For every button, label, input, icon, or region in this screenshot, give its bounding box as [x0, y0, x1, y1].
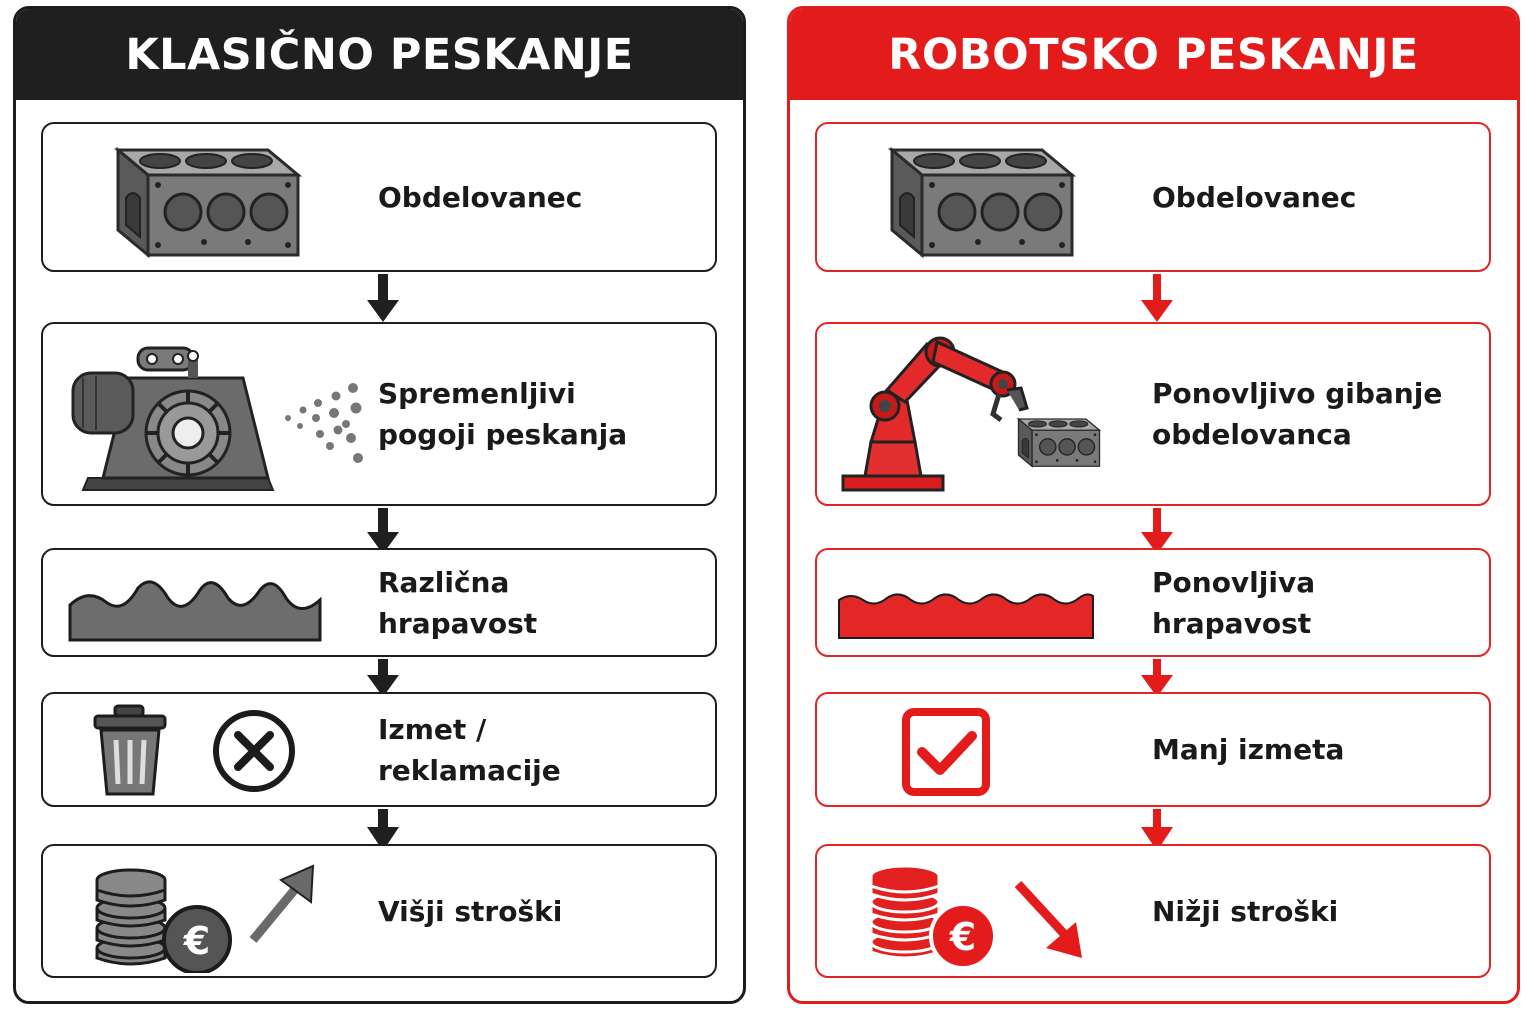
smooth-surface-icon	[837, 578, 1099, 642]
flow-arrow-icon	[1137, 274, 1177, 324]
panel-title: ROBOTSKO PESKANJE	[790, 9, 1517, 100]
coin-stack-icon	[867, 860, 1017, 975]
svg-text:€: €	[949, 915, 977, 959]
rough-surface-icon	[68, 570, 328, 642]
step-rough-surface: Različna hrapavost	[41, 548, 717, 657]
step-label: Ponovljiva	[1152, 565, 1316, 599]
step-smooth-surface: Ponovljiva hrapavost	[815, 548, 1491, 657]
trash-bin-icon	[91, 702, 181, 802]
step-label: Nižji stroški	[1152, 894, 1339, 928]
coin-stack-icon	[93, 858, 243, 973]
flow-arrow-icon	[363, 274, 403, 324]
step-label: Manj izmeta	[1152, 733, 1345, 766]
arrow-up-right-icon	[243, 860, 323, 950]
panel-title: KLASIČNO PESKANJE	[16, 9, 743, 100]
step-less-scrap	[815, 692, 1491, 807]
robot-arm-icon	[837, 330, 1107, 495]
step-label: Izmet /	[378, 712, 487, 746]
step-label: Različna	[378, 565, 510, 599]
step-repeatable-motion: Ponovljivo gibanje obdelovanca	[815, 322, 1491, 506]
step-label: Višji stroški	[378, 894, 563, 928]
engine-block-icon	[862, 130, 1082, 270]
blasting-machine-icon	[68, 338, 368, 498]
step-lower-costs	[815, 844, 1491, 978]
step-label: Obdelovanec	[1152, 180, 1357, 214]
arrow-down-right-icon	[1012, 876, 1092, 966]
engine-block-icon	[88, 130, 308, 270]
robotic-blasting-panel	[787, 6, 1520, 1004]
checkbox-checked-icon	[902, 708, 992, 798]
step-scrap: Izmet / reklamacije	[41, 692, 717, 807]
step-label: Spremenljivi	[378, 377, 576, 410]
step-workpiece	[815, 122, 1491, 272]
step-label: Obdelovanec	[378, 180, 583, 214]
classic-blasting-panel	[13, 6, 746, 1004]
svg-text:€: €	[183, 919, 211, 963]
step-workpiece	[41, 122, 717, 272]
step-label: Ponovljivo gibanje	[1152, 377, 1443, 410]
x-circle-icon	[211, 708, 297, 794]
step-variable-conditions: Spremenljivi pogoji peskanja	[41, 322, 717, 506]
step-higher-costs	[41, 844, 717, 978]
